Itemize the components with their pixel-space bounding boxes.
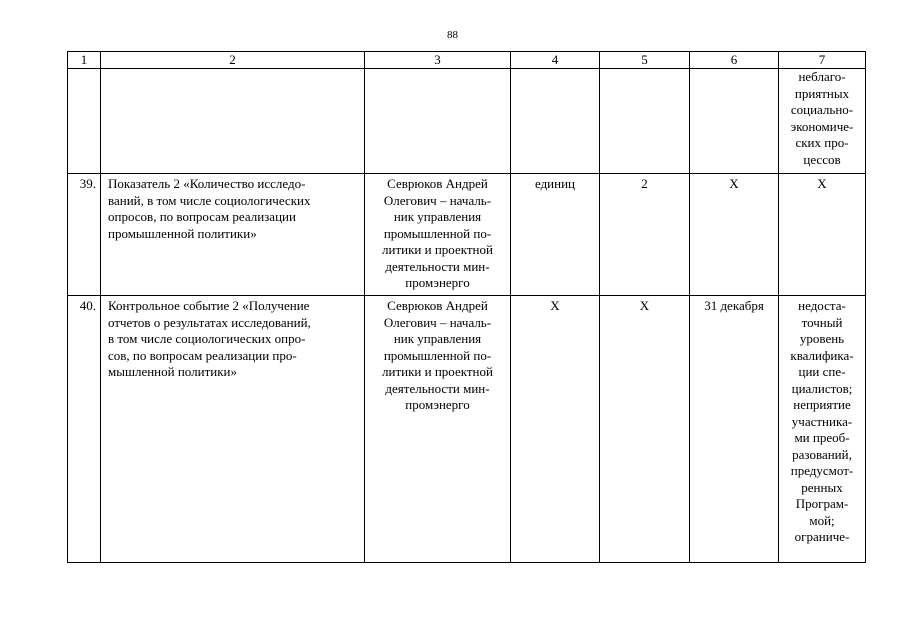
risk-line: приятных [794,85,850,101]
risk-line: циалистов; [791,380,853,396]
cell-empty [690,69,779,174]
item-name-line: Показатель 2 «Количество исследо- [108,176,306,191]
risk-line: ренных [801,479,843,495]
responsible-line: промэнерго [405,275,470,290]
table-row [68,296,866,563]
responsible-cell [365,174,511,296]
risk-line: экономиче- [790,118,854,134]
column-header-2: 2 [101,52,365,69]
responsible-line: Олегович – началь- [383,192,492,208]
responsible-line: ник управления [393,331,482,346]
risk-line: неблаго- [798,69,846,84]
table-row [68,174,866,296]
responsible-cell [365,296,511,563]
responsible-line: промышленной по- [383,347,492,363]
date-cell: X [690,174,779,296]
column-header-4: 4 [511,52,600,69]
table-row-continuation [68,69,866,174]
responsible-line: деятельности мин- [385,258,490,274]
risk-line: мой; [809,512,835,528]
risk-line: цессов [803,151,841,167]
risk-line: социально- [790,102,854,117]
row-number: 40. [68,296,101,563]
risk-line: предусмот- [790,463,854,478]
risk-cell [779,174,866,296]
date-cell: 31 декабря [690,296,779,563]
risk-line: неприятие [793,397,851,412]
unit-cell: X [511,296,600,563]
item-name-line: сов, по вопросам реализации про- [108,347,297,363]
page-number: 88 [447,29,458,41]
risk-line: ми преоб- [794,430,850,445]
risk-cell [779,69,866,174]
column-header-1: 1 [68,52,101,69]
risk-line: ских про- [795,135,849,150]
column-header-3: 3 [365,52,511,69]
risk-line: точный [801,314,843,330]
cell-empty [511,69,600,174]
risk-line: ограниче- [794,529,850,544]
risk-cell [779,296,866,563]
item-name-line: ваний, в том числе социологических [108,192,311,208]
item-name-line: отчетов о результатах исследований, [108,314,311,330]
cell-empty [101,69,365,174]
responsible-line: промэнерго [405,397,470,412]
item-name-line: мышленной политики» [108,364,237,379]
risk-line: недоста- [798,298,846,313]
responsible-line: Севрюков Андрей [387,298,488,313]
responsible-line: ник управления [393,209,482,224]
risk-line: уровень [799,331,845,346]
risk-line: разований, [792,446,852,462]
item-name-cell [101,296,365,563]
responsible-line: деятельности мин- [385,380,490,396]
risk-line: участника- [791,413,853,429]
value-cell: X [600,296,690,563]
item-name-line: промышленной политики» [108,225,257,241]
risk-line: Програм- [795,496,849,511]
value-cell: 2 [600,174,690,296]
responsible-line: Севрюков Андрей [387,176,488,191]
column-header-6: 6 [690,52,779,69]
risk-line: ции спе- [798,364,846,379]
responsible-line: промышленной по- [383,225,492,241]
column-header-5: 5 [600,52,690,69]
cell-empty [365,69,511,174]
item-name-line: Контрольное событие 2 «Получение [108,298,310,313]
cell-empty [600,69,690,174]
cell-empty [68,69,101,174]
column-header-7: 7 [779,52,866,69]
item-name-cell [101,174,365,296]
responsible-line: литики и проектной [382,364,493,379]
item-name-line: в том числе социологических опро- [108,331,306,346]
unit-cell: единиц [511,174,600,296]
table-header-row [68,52,866,69]
risk-line: квалифика- [790,347,854,363]
item-name-line: опросов, по вопросам реализации [108,209,296,224]
row-number: 39. [68,174,101,296]
risk-line: X [817,176,827,191]
responsible-line: литики и проектной [382,242,493,257]
responsible-line: Олегович – началь- [383,314,492,330]
document-table [67,51,866,563]
